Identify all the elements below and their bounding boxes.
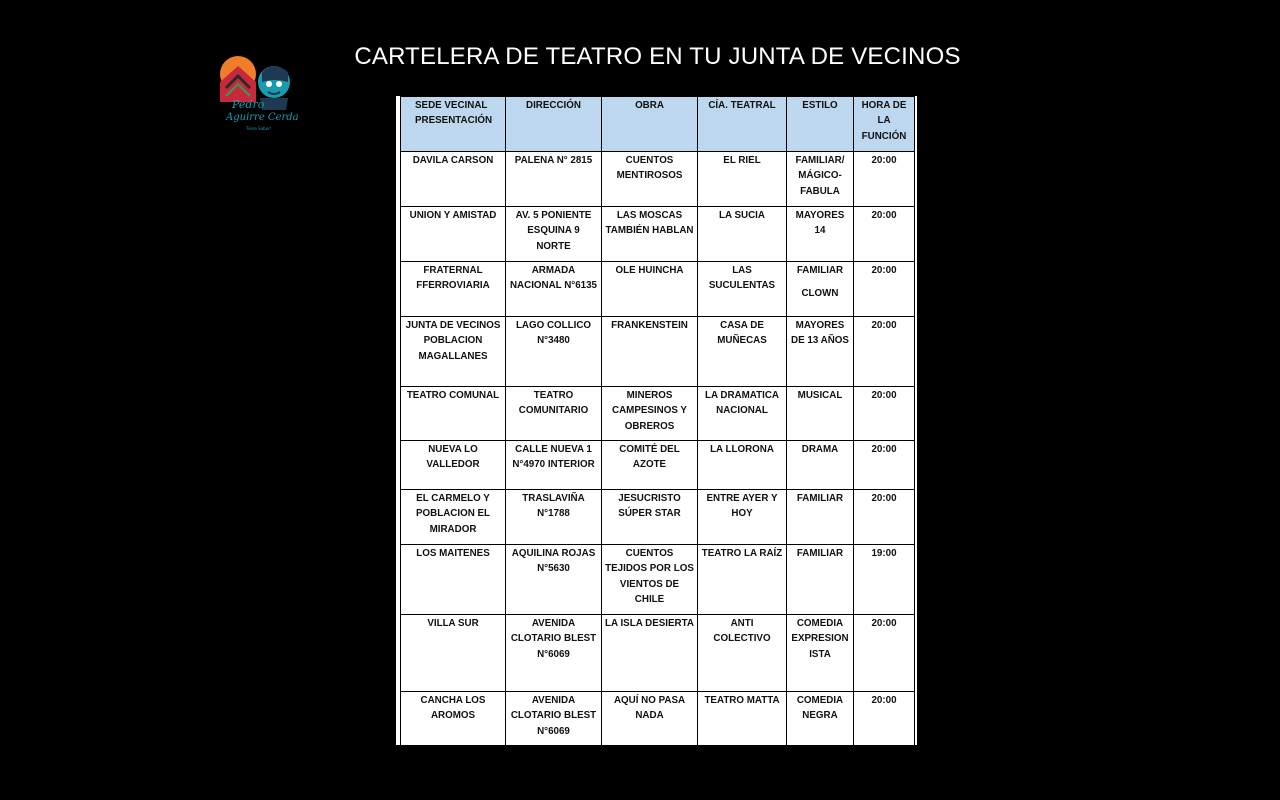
- cell-sede: NUEVA LO VALLEDOR: [401, 441, 506, 490]
- cell-estilo: COMEDIA NEGRA: [787, 692, 854, 747]
- cell-direccion: AV. 5 PONIENTE ESQUINA 9 NORTE: [506, 207, 602, 262]
- cell-cia: ANTI COLECTIVO: [698, 615, 787, 692]
- cell-obra: JESUCRISTO SÚPER STAR: [602, 490, 698, 545]
- cell-estilo: MAYORES 14: [787, 207, 854, 262]
- cell-hora: 20:00: [854, 387, 915, 441]
- cell-direccion: TRASLAVIÑA N°1788: [506, 490, 602, 545]
- cell-estilo: FAMILIAR: [787, 490, 854, 545]
- pedro-aguirre-cerda-logo: [216, 52, 300, 136]
- table-row: [401, 490, 915, 545]
- cell-estilo: MAYORES DE 13 AÑOS: [787, 317, 854, 387]
- cell-obra: MINEROS CAMPESINOS Y OBREROS: [602, 387, 698, 441]
- cell-sede: LOS MAITENES: [401, 545, 506, 615]
- header-estilo: ESTILO: [787, 97, 854, 152]
- logo-text-3: Tiene Sabor!: [246, 126, 272, 131]
- cell-cia: LA SUCIA: [698, 207, 787, 262]
- table-row: [401, 692, 915, 747]
- table-row: [401, 262, 915, 317]
- cell-hora: 20:00: [854, 262, 915, 317]
- cell-hora: 20:00: [854, 490, 915, 545]
- cell-direccion: ARMADA NACIONAL N°6135: [506, 262, 602, 317]
- cell-sede: VILLA SUR: [401, 615, 506, 692]
- page-title: CARTELERA DE TEATRO EN TU JUNTA DE VECINOS: [354, 43, 961, 70]
- table-row: [401, 615, 915, 692]
- cell-direccion: AVENIDA CLOTARIO BLEST N°6069: [506, 692, 602, 747]
- cell-direccion: TEATRO COMUNITARIO: [506, 387, 602, 441]
- cell-direccion: PALENA N° 2815: [506, 152, 602, 207]
- cell-hora: 20:00: [854, 207, 915, 262]
- table-header-row: [401, 97, 915, 152]
- cell-obra: FRANKENSTEIN: [602, 317, 698, 387]
- table-row: [401, 207, 915, 262]
- cell-cia: TEATRO MATTA: [698, 692, 787, 747]
- cell-estilo-line1: FAMILIAR: [796, 265, 844, 276]
- cell-cia: TEATRO LA RAÍZ: [698, 545, 787, 615]
- cell-hora: 20:00: [854, 152, 915, 207]
- cell-cia: EL RIEL: [698, 152, 787, 207]
- cell-estilo: FAMILIAR/ MÁGICO- FABULA: [787, 152, 854, 207]
- cell-hora: 20:00: [854, 441, 915, 490]
- table-row: [401, 152, 915, 207]
- cell-hora: 20:00: [854, 615, 915, 692]
- cell-sede: CANCHA LOS AROMOS: [401, 692, 506, 747]
- header-direccion: DIRECCIÓN: [506, 97, 602, 152]
- cell-cia: LA LLORONA: [698, 441, 787, 490]
- cell-obra: LAS MOSCAS TAMBIÉN HABLAN: [602, 207, 698, 262]
- cell-obra: LA ISLA DESIERTA: [602, 615, 698, 692]
- cell-cia: CASA DE MUÑECAS: [698, 317, 787, 387]
- cell-obra: COMITÉ DEL AZOTE: [602, 441, 698, 490]
- cell-obra: OLE HUINCHA: [602, 262, 698, 317]
- header-hora: HORA DE LA FUNCIÓN: [854, 97, 915, 152]
- logo-text-2: Aguirre Cerda: [226, 112, 299, 123]
- cell-hora: 20:00: [854, 692, 915, 747]
- cell-estilo-line2: CLOWN: [801, 288, 839, 300]
- cell-obra: CUENTOS MENTIROSOS: [602, 152, 698, 207]
- schedule-sheet: [396, 96, 917, 745]
- cell-obra: AQUÍ NO PASA NADA: [602, 692, 698, 747]
- cell-direccion: AQUILINA ROJAS N°5630: [506, 545, 602, 615]
- table-row: [401, 387, 915, 441]
- table-row: [401, 545, 915, 615]
- cell-direccion: LAGO COLLICO N°3480: [506, 317, 602, 387]
- cell-cia: ENTRE AYER Y HOY: [698, 490, 787, 545]
- cell-sede: FRATERNAL FFERROVIARIA: [401, 262, 506, 317]
- table-row: [401, 441, 915, 490]
- cell-estilo: FAMILIAR: [787, 545, 854, 615]
- cell-obra: CUENTOS TEJIDOS POR LOS VIENTOS DE CHILE: [602, 545, 698, 615]
- cell-sede: JUNTA DE VECINOS POBLACION MAGALLANES: [401, 317, 506, 387]
- cell-direccion: AVENIDA CLOTARIO BLEST N°6069: [506, 615, 602, 692]
- header-obra: OBRA: [602, 97, 698, 152]
- cell-hora: 20:00: [854, 317, 915, 387]
- cell-cia: LA DRAMATICA NACIONAL: [698, 387, 787, 441]
- cell-hora: 19:00: [854, 545, 915, 615]
- header-cia: CÍA. TEATRAL: [698, 97, 787, 152]
- cell-sede: DAVILA CARSON: [401, 152, 506, 207]
- cell-direccion: CALLE NUEVA 1 N°4970 INTERIOR: [506, 441, 602, 490]
- theatre-schedule-table: [400, 96, 915, 747]
- logo-text-1: Pedro: [232, 98, 265, 111]
- cell-sede: EL CARMELO Y POBLACION EL MIRADOR: [401, 490, 506, 545]
- cell-sede: TEATRO COMUNAL: [401, 387, 506, 441]
- cell-estilo: MUSICAL: [787, 387, 854, 441]
- table-row: [401, 317, 915, 387]
- cell-cia: LAS SUCULENTAS: [698, 262, 787, 317]
- header-sede: SEDE VECINAL PRESENTACIÓN: [401, 97, 506, 152]
- cell-estilo: [787, 262, 854, 317]
- cell-estilo: DRAMA: [787, 441, 854, 490]
- cell-estilo: COMEDIA EXPRESION ISTA: [787, 615, 854, 692]
- cell-sede: UNION Y AMISTAD: [401, 207, 506, 262]
